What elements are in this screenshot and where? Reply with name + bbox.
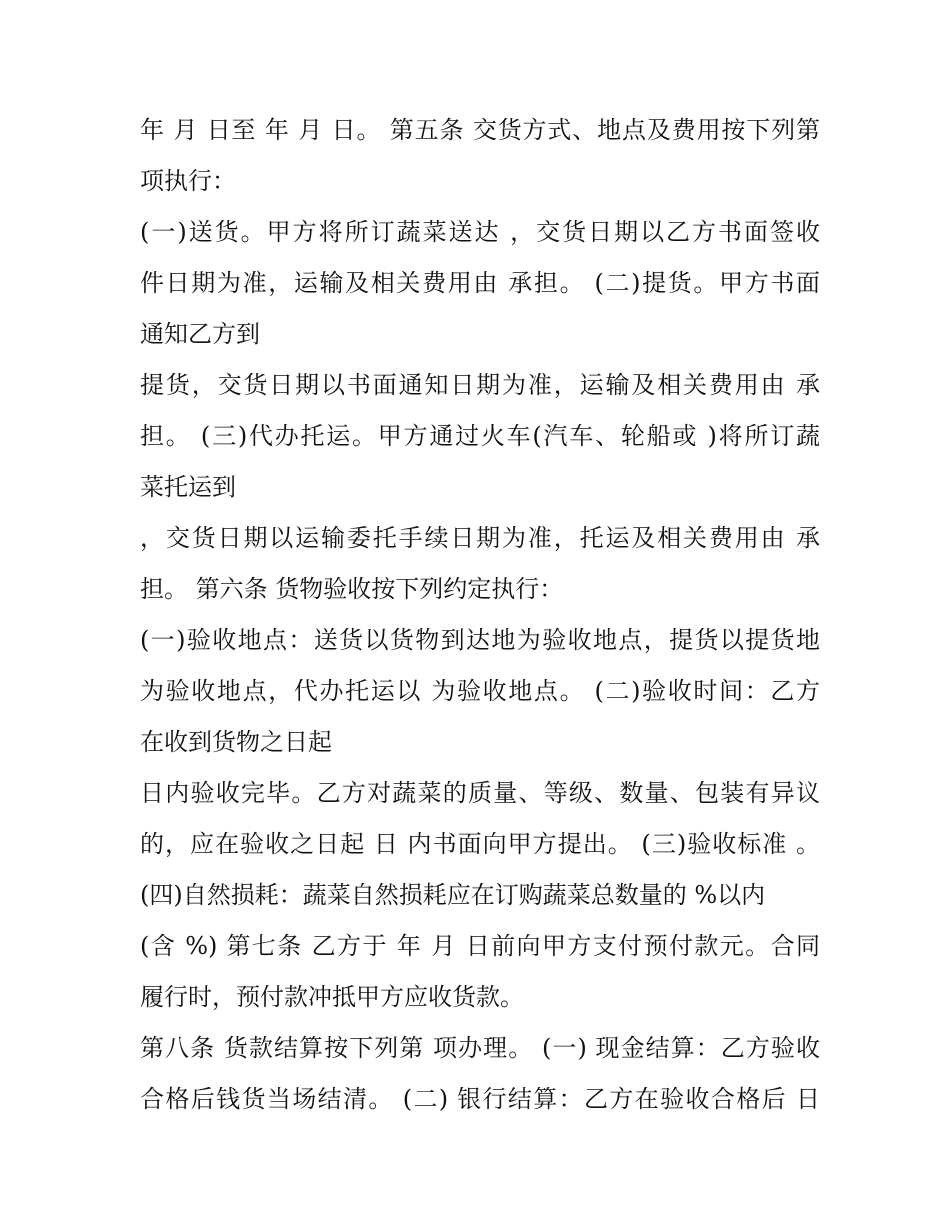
text-line-3: (一)送货。甲方将所订蔬菜送达 ，交货日期以乙方书面签收 <box>140 218 820 246</box>
text-line-2: 项执行： <box>140 167 236 195</box>
text-line-10: 担。 第六条 货物验收按下列约定执行： <box>140 575 564 603</box>
text-line-20: 合格后钱货当场结清。 (二) 银行结算：乙方在验收合格后 日 <box>140 1085 820 1113</box>
text-line-18: 履行时，预付款冲抵甲方应收货款。 <box>140 983 524 1011</box>
text-line-7: 担。 (三)代办托运。甲方通过火车(汽车、轮船或 )将所订蔬 <box>140 422 820 450</box>
text-line-17: (含 %) 第七条 乙方于 年 月 日前向甲方支付预付款元。合同 <box>140 932 820 960</box>
text-line-9: ，交货日期以运输委托手续日期为准，托运及相关费用由 承 <box>140 524 820 552</box>
text-line-5: 通知乙方到 <box>140 320 260 348</box>
text-line-14: 日内验收完毕。乙方对蔬菜的质量、等级、数量、包装有异议 <box>140 779 820 807</box>
text-line-13: 在收到货物之日起 <box>140 728 332 756</box>
text-line-12: 为验收地点，代办托运以 为验收地点。 (二)验收时间：乙方 <box>140 677 820 705</box>
document-body <box>140 110 820 1130</box>
text-line-8: 菜托运到 <box>140 473 236 501</box>
text-line-4: 件日期为准，运输及相关费用由 承担。 (二)提货。甲方书面 <box>140 269 820 297</box>
text-line-6: 提货，交货日期以书面通知日期为准，运输及相关费用由 承 <box>140 371 820 399</box>
text-line-1: 年 月 日至 年 月 日。 第五条 交货方式、地点及费用按下列第 <box>140 116 820 144</box>
text-line-15: 的，应在验收之日起 日 内书面向甲方提出。 (三)验收标准 。 <box>140 830 820 858</box>
text-line-11: (一)验收地点：送货以货物到达地为验收地点，提货以提货地 <box>140 626 820 654</box>
text-line-19: 第八条 货款结算按下列第 项办理。 (一) 现金结算：乙方验收 <box>140 1034 820 1062</box>
text-line-16: (四)自然损耗：蔬菜自然损耗应在订购蔬菜总数量的 %以内 <box>140 881 766 909</box>
